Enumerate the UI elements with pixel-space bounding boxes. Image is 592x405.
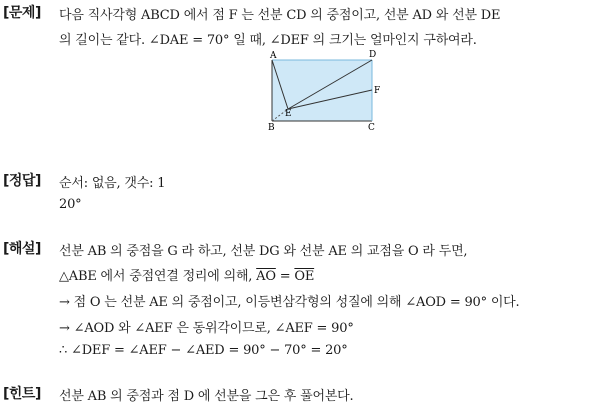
solution-line-2-text: △ABE 에서 중점연결 정리에 의해,	[59, 269, 257, 284]
answer-order-count: 순서: 없음, 갯수: 1	[59, 176, 166, 191]
equals-sign: =	[275, 269, 295, 284]
solution-label: [해설]	[3, 241, 41, 257]
answer-value: 20°	[59, 197, 82, 212]
problem-label: [문제]	[3, 5, 41, 21]
segment-oe-overline: $\overline{OE}$	[294, 269, 315, 284]
hint-label: [힌트]	[3, 386, 41, 402]
point-f-label: F	[374, 86, 381, 96]
point-e-label: E	[285, 109, 292, 119]
point-d-label: D	[369, 50, 377, 60]
rectangle-figure	[262, 47, 392, 135]
point-b-label: B	[268, 123, 275, 133]
solution-line-3: → 점 O 는 선분 AE 의 중점이고, 이등변삼각형의 성질에 의해 ∠AOD = 90° 이다.	[59, 295, 520, 310]
point-c-label: C	[368, 123, 375, 133]
answer-label: [정답]	[3, 173, 41, 189]
point-a-label: A	[270, 51, 277, 61]
segment-ao-overline: $\overline{AO}$	[256, 269, 276, 284]
solution-line-4: → ∠AOD 와 ∠AEF 은 동위각이므로, ∠AEF = 90°	[59, 321, 354, 336]
solution-line-2	[59, 265, 314, 284]
problem-line-1: 다음 직사각형 ABCD 에서 점 F 는 선분 CD 의 중점이고, 선분 AD 와 선분 DE	[59, 8, 501, 23]
hint-line-1: 선분 AB 의 중점과 점 D 에 선분을 그은 후 풀어본다.	[59, 389, 354, 404]
problem-line-2: 의 길이는 같다. ∠DAE = 70° 일 때, ∠DEF 의 크기는 얼마인지 구하여라.	[59, 33, 477, 48]
solution-line-1: 선분 AB 의 중점을 G 라 하고, 선분 DG 와 선분 AE 의 교점을 O 라 두면,	[59, 244, 468, 259]
solution-line-5: ∴ ∠DEF = ∠AEF − ∠AED = 90° − 70° = 20°	[59, 343, 348, 358]
